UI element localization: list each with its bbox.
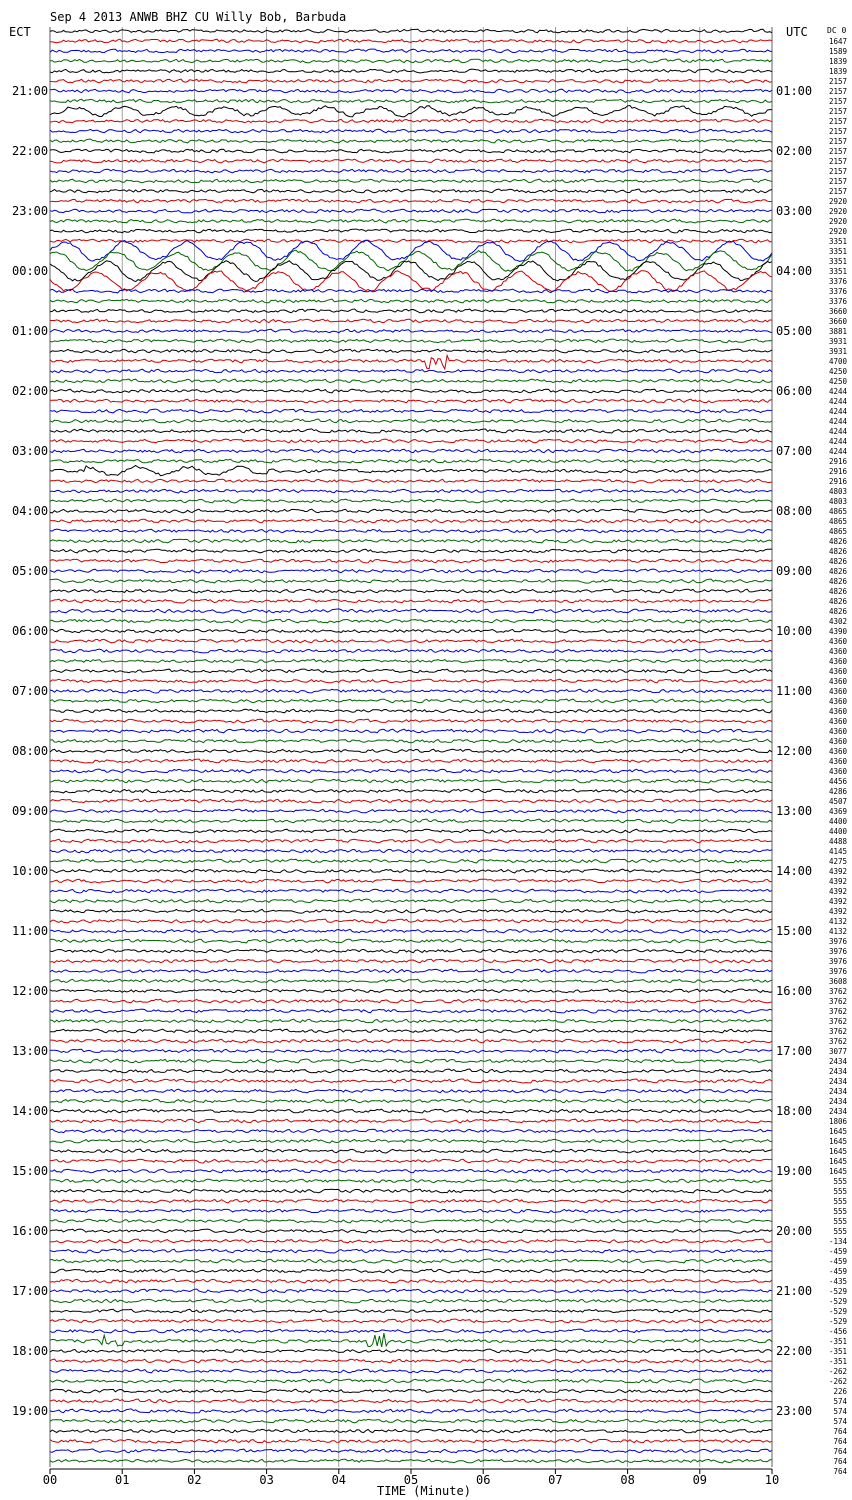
x-tick-label: 07: [548, 1473, 563, 1487]
left-hour-label: 04:00: [12, 504, 49, 518]
dc-offset-label: 2920: [828, 217, 847, 226]
dc-offset-label: 4360: [828, 707, 847, 716]
right-hour-label: 16:00: [776, 984, 813, 998]
dc-offset-label: 4803: [828, 487, 847, 496]
dc-offset-label: 4360: [828, 697, 847, 706]
x-tick-label: 04: [331, 1473, 347, 1487]
dc-offset-label: 3762: [828, 987, 847, 996]
dc-offset-label: 574: [833, 1417, 847, 1426]
dc-offset-label: 2920: [828, 197, 847, 206]
dc-offset-label: 1839: [828, 67, 847, 76]
dc-offset-label: 3660: [828, 317, 847, 326]
dc-offset-label: 4360: [828, 657, 847, 666]
x-tick-label: 08: [620, 1473, 635, 1487]
dc-offset-label: 2157: [828, 87, 847, 96]
dc-offset-label: 2434: [828, 1077, 847, 1086]
dc-offset-label: 4826: [828, 597, 847, 606]
dc-offset-label: 4865: [828, 527, 847, 536]
dc-offset-label: 3376: [828, 277, 847, 286]
dc-offset-label: 3976: [828, 947, 847, 956]
right-hour-label: 03:00: [776, 204, 813, 218]
dc-offset-label: -529: [828, 1307, 847, 1316]
dc-offset-label: 4132: [828, 917, 847, 926]
right-timezone-label: UTC: [786, 25, 808, 39]
dc-offset-label: 4244: [828, 387, 847, 396]
dc-offset-label: 1806: [828, 1117, 847, 1126]
dc-offset-label: 555: [833, 1207, 847, 1216]
right-hour-label: 14:00: [776, 864, 813, 878]
dc-offset-label: 764: [833, 1467, 847, 1476]
dc-offset-label: 4302: [828, 617, 847, 626]
right-hour-label: 01:00: [776, 84, 813, 98]
dc-offset-label: 3608: [828, 977, 847, 986]
dc-offset-label: -456: [828, 1327, 847, 1336]
x-axis-label: TIME (Minute): [377, 1484, 471, 1498]
right-hour-label: 12:00: [776, 744, 813, 758]
dc-offset-label: 2434: [828, 1067, 847, 1076]
right-hour-label: 05:00: [776, 324, 813, 338]
left-hour-label: 02:00: [12, 384, 49, 398]
dc-offset-label: 4286: [828, 787, 847, 796]
dc-offset-label: 4392: [828, 877, 847, 886]
x-tick-label: 06: [475, 1473, 491, 1487]
dc-offset-label: 3351: [828, 247, 847, 256]
dc-offset-label: 4244: [828, 407, 847, 416]
dc-offset-label: 2157: [828, 107, 847, 116]
dc-offset-label: 2157: [828, 177, 847, 186]
dc-offset-label: 3077: [828, 1047, 847, 1056]
left-hour-label: 03:00: [12, 444, 49, 458]
dc-offset-label: 555: [833, 1177, 847, 1186]
dc-offset-label: 4507: [828, 797, 847, 806]
dc-offset-label: 2157: [828, 137, 847, 146]
dc-offset-label: 3881: [828, 327, 847, 336]
dc-offset-label: -459: [828, 1247, 847, 1256]
dc-offset-label: 4145: [828, 847, 847, 856]
dc-offset-label: 4400: [828, 827, 847, 836]
dc-offset-label: 3351: [828, 267, 847, 276]
right-hour-label: 22:00: [776, 1344, 813, 1358]
x-tick-label: 02: [187, 1473, 202, 1487]
dc-offset-label: 4360: [828, 677, 847, 686]
right-hour-label: 02:00: [776, 144, 813, 158]
dc-offset-label: -351: [828, 1347, 847, 1356]
left-hour-label: 01:00: [12, 324, 49, 338]
dc-offset-label: -529: [828, 1287, 847, 1296]
dc-offset-label: 3931: [828, 347, 847, 356]
dc-offset-label: 4360: [828, 717, 847, 726]
right-hour-label: 15:00: [776, 924, 813, 938]
dc-offset-label: 2157: [828, 77, 847, 86]
dc-offset-label: 1645: [828, 1147, 847, 1156]
dc-offset-label: 3976: [828, 967, 847, 976]
left-hour-label: 14:00: [12, 1104, 49, 1118]
dc-offset-label: 4456: [828, 777, 847, 786]
dc-offset-label: 4360: [828, 727, 847, 736]
dc-offset-label: -262: [828, 1377, 847, 1386]
dc-offset-label: 555: [833, 1227, 847, 1236]
right-hour-label: 07:00: [776, 444, 813, 458]
right-hour-label: 04:00: [776, 264, 813, 278]
right-hour-label: 06:00: [776, 384, 813, 398]
dc-offset-label: 4392: [828, 897, 847, 906]
dc-offset-label: 3351: [828, 237, 847, 246]
dc-offset-label: -459: [828, 1257, 847, 1266]
dc-offset-label: 1647: [828, 37, 847, 46]
dc-offset-label: 4244: [828, 397, 847, 406]
dc-offset-label: 2157: [828, 127, 847, 136]
dc-offset-label: 3762: [828, 1027, 847, 1036]
left-hour-label: 10:00: [12, 864, 49, 878]
x-tick-label: 05: [403, 1473, 419, 1487]
right-hour-label: 09:00: [776, 564, 813, 578]
dc-offset-label: 4360: [828, 767, 847, 776]
dc-offset-label: 574: [833, 1407, 847, 1416]
dc-offset-label: 2434: [828, 1097, 847, 1106]
dc-offset-label: 4392: [828, 907, 847, 916]
dc-offset-label: 226: [833, 1387, 847, 1396]
dc-offset-label: 3976: [828, 957, 847, 966]
dc-offset-label: 2920: [828, 227, 847, 236]
dc-offset-label: 2157: [828, 157, 847, 166]
dc-offset-label: 4360: [828, 637, 847, 646]
dc-offset-label: 3762: [828, 1037, 847, 1046]
dc-header: DC 0: [827, 26, 847, 35]
x-tick-label: 00: [42, 1473, 58, 1487]
left-hour-label: 15:00: [12, 1164, 49, 1178]
dc-offset-label: -134: [828, 1237, 847, 1246]
dc-offset-label: 2157: [828, 147, 847, 156]
dc-offset-label: 2157: [828, 187, 847, 196]
dc-offset-label: 1589: [828, 47, 847, 56]
dc-offset-label: 4803: [828, 497, 847, 506]
dc-offset-label: -435: [828, 1277, 847, 1286]
right-hour-label: 13:00: [776, 804, 813, 818]
dc-offset-label: 4360: [828, 667, 847, 676]
dc-offset-label: 555: [833, 1197, 847, 1206]
dc-offset-label: 3762: [828, 997, 847, 1006]
dc-offset-label: 4826: [828, 567, 847, 576]
dc-offset-label: 4700: [828, 357, 847, 366]
dc-offset-label: 4400: [828, 817, 847, 826]
dc-offset-label: 4865: [828, 517, 847, 526]
dc-offset-label: 1645: [828, 1167, 847, 1176]
dc-offset-label: 4390: [828, 627, 847, 636]
dc-offset-label: 3660: [828, 307, 847, 316]
left-hour-label: 21:00: [12, 84, 49, 98]
dc-offset-label: 4826: [828, 607, 847, 616]
dc-offset-label: -262: [828, 1367, 847, 1376]
left-hour-label: 12:00: [12, 984, 49, 998]
dc-offset-label: 4360: [828, 747, 847, 756]
dc-offset-label: 4360: [828, 757, 847, 766]
dc-offset-label: 1645: [828, 1127, 847, 1136]
right-hour-labels: [776, 84, 812, 1418]
dc-offset-label: 764: [833, 1427, 847, 1436]
left-hour-label: 09:00: [12, 804, 49, 818]
dc-offset-label: 4826: [828, 537, 847, 546]
dc-offset-label: 4250: [828, 367, 847, 376]
dc-offset-label: 3351: [828, 257, 847, 266]
dc-offset-label: 4275: [828, 857, 847, 866]
right-hour-label: 21:00: [776, 1284, 813, 1298]
dc-offset-label: 4244: [828, 437, 847, 446]
dc-offset-label: 4392: [828, 867, 847, 876]
right-hour-label: 11:00: [776, 684, 813, 698]
dc-offset-label: 764: [833, 1437, 847, 1446]
left-hour-label: 18:00: [12, 1344, 49, 1358]
dc-offset-label: -459: [828, 1267, 847, 1276]
dc-offset-label: 2916: [828, 477, 847, 486]
dc-offset-label: 1645: [828, 1137, 847, 1146]
left-timezone-label: ECT: [9, 25, 31, 39]
left-hour-labels: [12, 84, 48, 1418]
dc-offset-label: 4360: [828, 687, 847, 696]
dc-offset-label: 4826: [828, 547, 847, 556]
dc-offset-label: 2157: [828, 117, 847, 126]
right-hour-label: 18:00: [776, 1104, 813, 1118]
x-axis: [43, 1469, 779, 1487]
left-hour-label: 16:00: [12, 1224, 49, 1238]
dc-offset-label: 555: [833, 1217, 847, 1226]
dc-offset-label: 764: [833, 1447, 847, 1456]
dc-offset-label: 4244: [828, 427, 847, 436]
dc-offset-label: 4360: [828, 647, 847, 656]
dc-offset-label: 555: [833, 1187, 847, 1196]
dc-offset-label: -351: [828, 1337, 847, 1346]
dc-offset-label: 3931: [828, 337, 847, 346]
dc-offset-label: 4369: [828, 807, 847, 816]
dc-offset-label: 4865: [828, 507, 847, 516]
x-tick-label: 09: [692, 1473, 708, 1487]
dc-offset-label: 3376: [828, 287, 847, 296]
right-hour-label: 17:00: [776, 1044, 813, 1058]
left-hour-label: 23:00: [12, 204, 49, 218]
dc-offset-labels: [829, 37, 848, 1476]
x-tick-label: 01: [114, 1473, 130, 1487]
left-hour-label: 13:00: [12, 1044, 49, 1058]
dc-offset-label: 2157: [828, 167, 847, 176]
dc-offset-label: 2920: [828, 207, 847, 216]
dc-offset-label: 4132: [828, 927, 847, 936]
right-hour-label: 10:00: [776, 624, 813, 638]
dc-offset-label: -529: [828, 1317, 847, 1326]
dc-offset-label: 4826: [828, 577, 847, 586]
dc-offset-label: 4392: [828, 887, 847, 896]
dc-offset-label: 4488: [828, 837, 847, 846]
dc-offset-label: 4826: [828, 587, 847, 596]
dc-offset-label: 1839: [828, 57, 847, 66]
dc-offset-label: 3762: [828, 1007, 847, 1016]
dc-offset-label: 3376: [828, 297, 847, 306]
chart-title: Sep 4 2013 ANWB BHZ CU Willy Bob, Barbuda: [50, 10, 347, 24]
dc-offset-label: 2434: [828, 1107, 847, 1116]
right-hour-label: 19:00: [776, 1164, 813, 1178]
dc-offset-label: 3762: [828, 1017, 847, 1026]
dc-offset-label: 2434: [828, 1057, 847, 1066]
left-hour-label: 11:00: [12, 924, 49, 938]
left-hour-label: 22:00: [12, 144, 49, 158]
dc-offset-label: 4360: [828, 737, 847, 746]
dc-offset-label: 2157: [828, 97, 847, 106]
dc-offset-label: 1645: [828, 1157, 847, 1166]
right-hour-label: 08:00: [776, 504, 813, 518]
left-hour-label: 00:00: [12, 264, 49, 278]
left-hour-label: 17:00: [12, 1284, 49, 1298]
x-tick-label: 10: [764, 1473, 780, 1487]
left-hour-label: 08:00: [12, 744, 49, 758]
dc-offset-label: 574: [833, 1397, 847, 1406]
left-hour-label: 05:00: [12, 564, 49, 578]
dc-offset-label: -529: [828, 1297, 847, 1306]
dc-offset-label: 4244: [828, 417, 847, 426]
dc-offset-label: -351: [828, 1357, 847, 1366]
left-hour-label: 06:00: [12, 624, 49, 638]
dc-offset-label: 4244: [828, 447, 847, 456]
dc-offset-label: 4826: [828, 557, 847, 566]
left-hour-label: 19:00: [12, 1404, 49, 1418]
dc-offset-label: 3976: [828, 937, 847, 946]
dc-offset-label: 2916: [828, 467, 847, 476]
dc-offset-label: 2434: [828, 1087, 847, 1096]
dc-offset-label: 2916: [828, 457, 847, 466]
left-hour-label: 07:00: [12, 684, 49, 698]
right-hour-label: 20:00: [776, 1224, 813, 1238]
x-tick-label: 03: [259, 1473, 274, 1487]
dc-offset-label: 4250: [828, 377, 847, 386]
right-hour-label: 23:00: [776, 1404, 813, 1418]
dc-offset-label: 764: [833, 1457, 847, 1466]
